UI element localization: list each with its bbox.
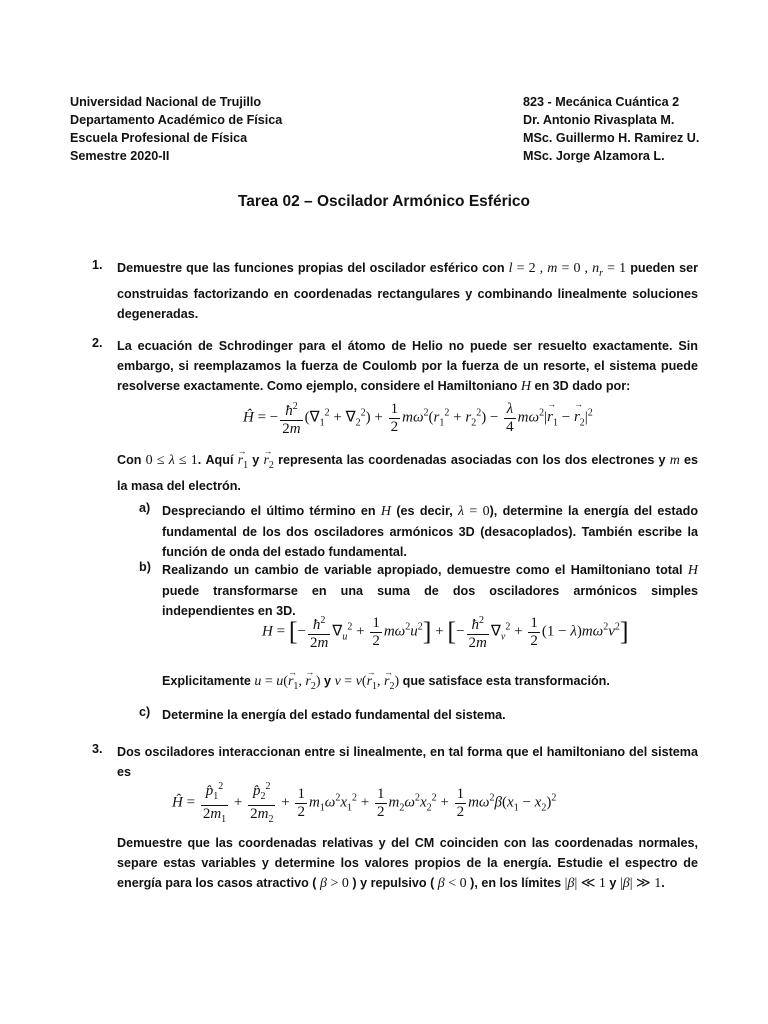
instructor-3: MSc. Jorge Alzamora L. <box>523 149 665 163</box>
instructor-1: Dr. Antonio Rivasplata M. <box>523 113 675 127</box>
problem-1-text: Demuestre que las funciones propias del oscilador esférico con l = 2 , m = 0 , $n_r = 1$ pueden ser construidas factorizando en coordenadas rectangulares y combinando linealmente soluciones degeneradas. <box>117 261 698 321</box>
page-title: Tarea 02 – Oscilador Armónico Esférico <box>237 193 531 210</box>
header-left <box>70 93 282 165</box>
header-right <box>523 93 699 165</box>
university-name: Universidad Nacional de Trujillo <box>70 95 262 109</box>
department-name: Departamento Académico de Física <box>70 113 283 127</box>
problem-2a-text: Despreciando el último término en H (es decir, λ = 0), determine la energía del estado fundamental de los dos osciladores armónicos 3D (desacoplados). También escribe la función de onda del estado fundamental. <box>162 504 699 559</box>
problem-3-number: 3. <box>92 742 103 756</box>
problem-1-number: 1. <box>92 258 103 272</box>
equation-hamiltonian-helium: Ĥ = − $\frac{ħ^2}{2m}$ $(\nabla_1^2 + \nabla_2^2)$ + $\frac{1}{2}$ $m\omega^2(r_1^2 + r_2^2)$ − $\frac{\lambda}{4}$ $m\omega^2|\to r_1$ − → $r_2|^2$ <box>243 398 593 438</box>
equation-coupled-oscillators: Ĥ = $\frac{p̂_1^2}{2m_1}$ + $\frac{p̂_2^2}{2m_2}$ + $\frac{1}{2}$ $m_1\omega^2x_1^2$ + $\frac{1}{2}$ $m_2\omega^2x_2^2$ + $\frac{1}{2}$ $m\omega^2\beta(x_1 - x_2)^2$ <box>172 778 556 828</box>
problem-2c-text: Determine la energía del estado fundamental del sistema. <box>162 708 506 722</box>
problem-2c-label: c) <box>139 705 151 719</box>
problem-2a-label: a) <box>139 501 151 515</box>
problem-2-number: 2. <box>92 336 103 350</box>
problem-2b-explicit: Explicitamente $u = u(\to r_1$, → $r_2$) y $v = v(\to r_1$, → $r_2$) que satisface esta transformación. <box>162 671 698 697</box>
instructor-2: MSc. Guillermo H. Ramirez U. <box>523 131 700 145</box>
equation-hamiltonian-separated: H = [− $\frac{ħ^2}{2m}$ $\nabla_u^2$ + $\frac{1}{2}$ $m\omega^2u^2$] + [− $\frac{ħ^2}{2m}$ $\nabla_v^2$ + $\frac{1}{2}$ $(1 - \lambda)m\omega^2v^2$] <box>262 614 629 651</box>
problem-3-intro: Dos osciladores interaccionan entre si linealmente, en tal forma que el hamiltoniano del sistema es <box>117 745 698 779</box>
problem-2b-label: b) <box>139 560 151 574</box>
problem-2-con: Con 0 ≤ λ ≤ 1. Aquí → $r_1$ $y \to r_2$ representa las coordenadas asociadas con los dos electrones y m es la masa del electrón. <box>117 450 698 496</box>
semester: Semestre 2020-II <box>70 149 170 163</box>
problem-3-text: Demuestre que las coordenadas relativas y del CM coinciden con las coordenadas normales, separe estas variables y determine los valores propios de la energía. Estudie el espectro de energía para los casos atractivo ( β > 0 ) y repulsivo ( β < 0 ), en los límites |β| ≪ 1 y |β| ≫ 1. <box>117 836 698 891</box>
school-name: Escuela Profesional de Física <box>70 131 248 145</box>
problem-2b-text: Realizando un cambio de variable apropiado, demuestre como el Hamiltoniano total H puede transformarse en una suma de dos osciladores armónicos simples independientes en 3D. <box>162 563 698 618</box>
quantum-numbers: l = 2 , m = 0 , $n_r = 1$ <box>508 261 627 279</box>
course-name: 823 - Mecánica Cuántica 2 <box>523 95 680 109</box>
problem-2-intro: La ecuación de Schrodinger para el átomo de Helio no puede ser resuelto exactamente. Sin embargo, si reemplazamos la fuerza de Coulomb por la fuerza de un resorte, el sistema puede resolverse exactamente. Como ejemplo, considere el Hamiltoniano H en 3D dado por: <box>117 339 698 394</box>
